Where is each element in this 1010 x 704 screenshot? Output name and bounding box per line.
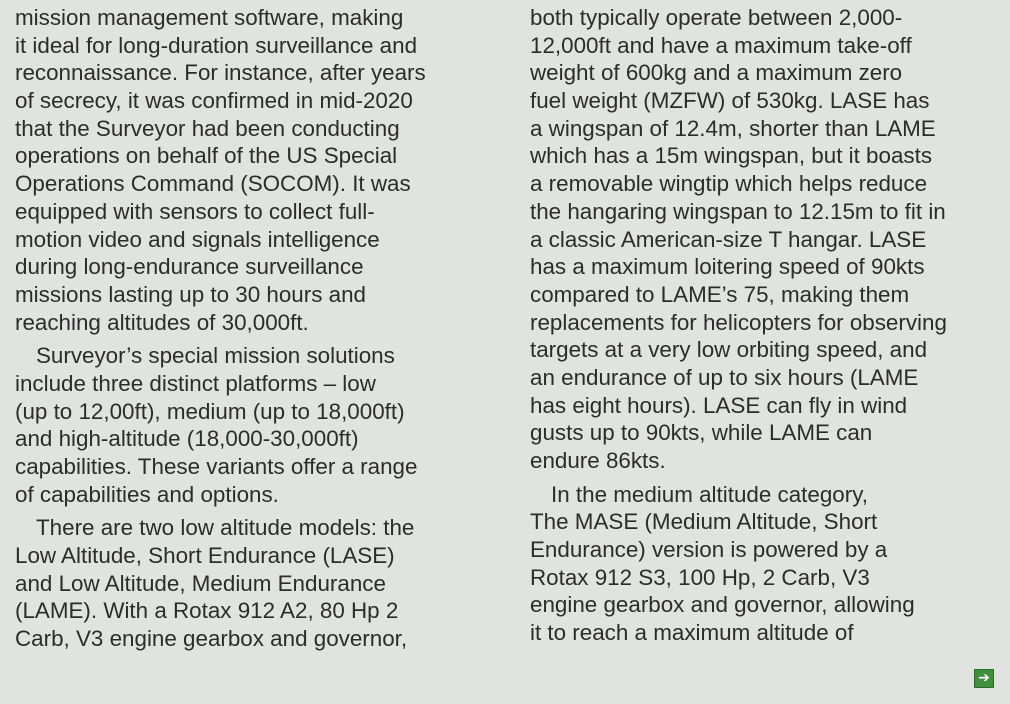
text-line: In the medium altitude category, (551, 481, 868, 507)
text-line: the hangaring wingspan to 12.15m to fit in (530, 198, 946, 224)
text-line: weight of 600kg and a maximum zero (530, 60, 903, 86)
text-line: reconnaissance. For instance, after years (15, 60, 426, 86)
text-line: fuel weight (MZFW) of 530kg. LASE has (530, 88, 930, 114)
text-line: motion video and signals intelligence (15, 226, 380, 252)
right-column (530, 4, 1000, 647)
text-line: of capabilities and options. (15, 481, 279, 507)
left-column (15, 4, 485, 653)
text-line: endure 86kts. (530, 448, 666, 473)
text-line: an endurance of up to six hours (LAME (530, 364, 919, 390)
text-line: both typically operate between 2,000- (530, 5, 903, 30)
text-line: replacements for helicopters for observing (530, 309, 947, 335)
text-line: targets at a very low orbiting speed, and (530, 337, 928, 363)
text-line: The MASE (Medium Altitude, Short (530, 509, 878, 535)
arrow-right-icon[interactable]: ➔ (974, 669, 994, 688)
text-line: a removable wingtip which helps reduce (530, 171, 928, 197)
text-line: equipped with sensors to collect full- (15, 198, 375, 224)
text-line: There are two low altitude models: the (36, 515, 415, 541)
text-line: during long-endurance surveillance (15, 254, 364, 280)
text-line: Carb, V3 engine gearbox and governor, (15, 626, 408, 652)
text-line: of secrecy, it was confirmed in mid-2020 (15, 88, 413, 114)
text-line: (up to 12,00ft), medium (up to 18,000ft) (15, 398, 405, 424)
text-line: engine gearbox and governor, allowing (530, 592, 915, 618)
text-line: a wingspan of 12.4m, shorter than LAME (530, 115, 936, 141)
text-line: it to reach a maximum altitude of (530, 620, 854, 646)
text-line: Operations Command (SOCOM). It was (15, 171, 411, 197)
text-line: and Low Altitude, Medium Endurance (15, 570, 386, 596)
text-line: gusts up to 90kts, while LAME can (530, 420, 873, 446)
text-line: Endurance) version is powered by a (530, 537, 888, 563)
text-line: and high-altitude (18,000-30,000ft) (15, 426, 359, 452)
text-line: it ideal for long-duration surveillance and (15, 32, 418, 58)
text-line: that the Surveyor had been conducting (15, 115, 400, 141)
text-line: Low Altitude, Short Endurance (LASE) (15, 543, 395, 569)
text-line: (LAME). With a Rotax 912 A2, 80 Hp 2 (15, 598, 399, 624)
text-line: capabilities. These variants offer a range (15, 454, 418, 479)
text-line: mission management software, making (15, 5, 404, 30)
text-line: include three distinct platforms – low (15, 370, 376, 396)
text-line: which has a 15m wingspan, but it boasts (530, 143, 933, 169)
text-line: operations on behalf of the US Special (15, 143, 398, 169)
text-line: a classic American-size T hangar. LASE (530, 226, 927, 252)
text-line: reaching altitudes of 30,000ft. (15, 309, 309, 335)
text-line: Rotax 912 S3, 100 Hp, 2 Carb, V3 (530, 564, 870, 590)
text-line: has eight hours). LASE can fly in wind (530, 392, 908, 418)
text-line: has a maximum loitering speed of 90kts (530, 254, 925, 280)
text-line: compared to LAME’s 75, making them (530, 281, 910, 307)
text-line: 12,000ft and have a maximum take-off (530, 32, 912, 58)
text-line: missions lasting up to 30 hours and (15, 281, 366, 307)
text-line: Surveyor’s special mission solutions (36, 343, 395, 369)
